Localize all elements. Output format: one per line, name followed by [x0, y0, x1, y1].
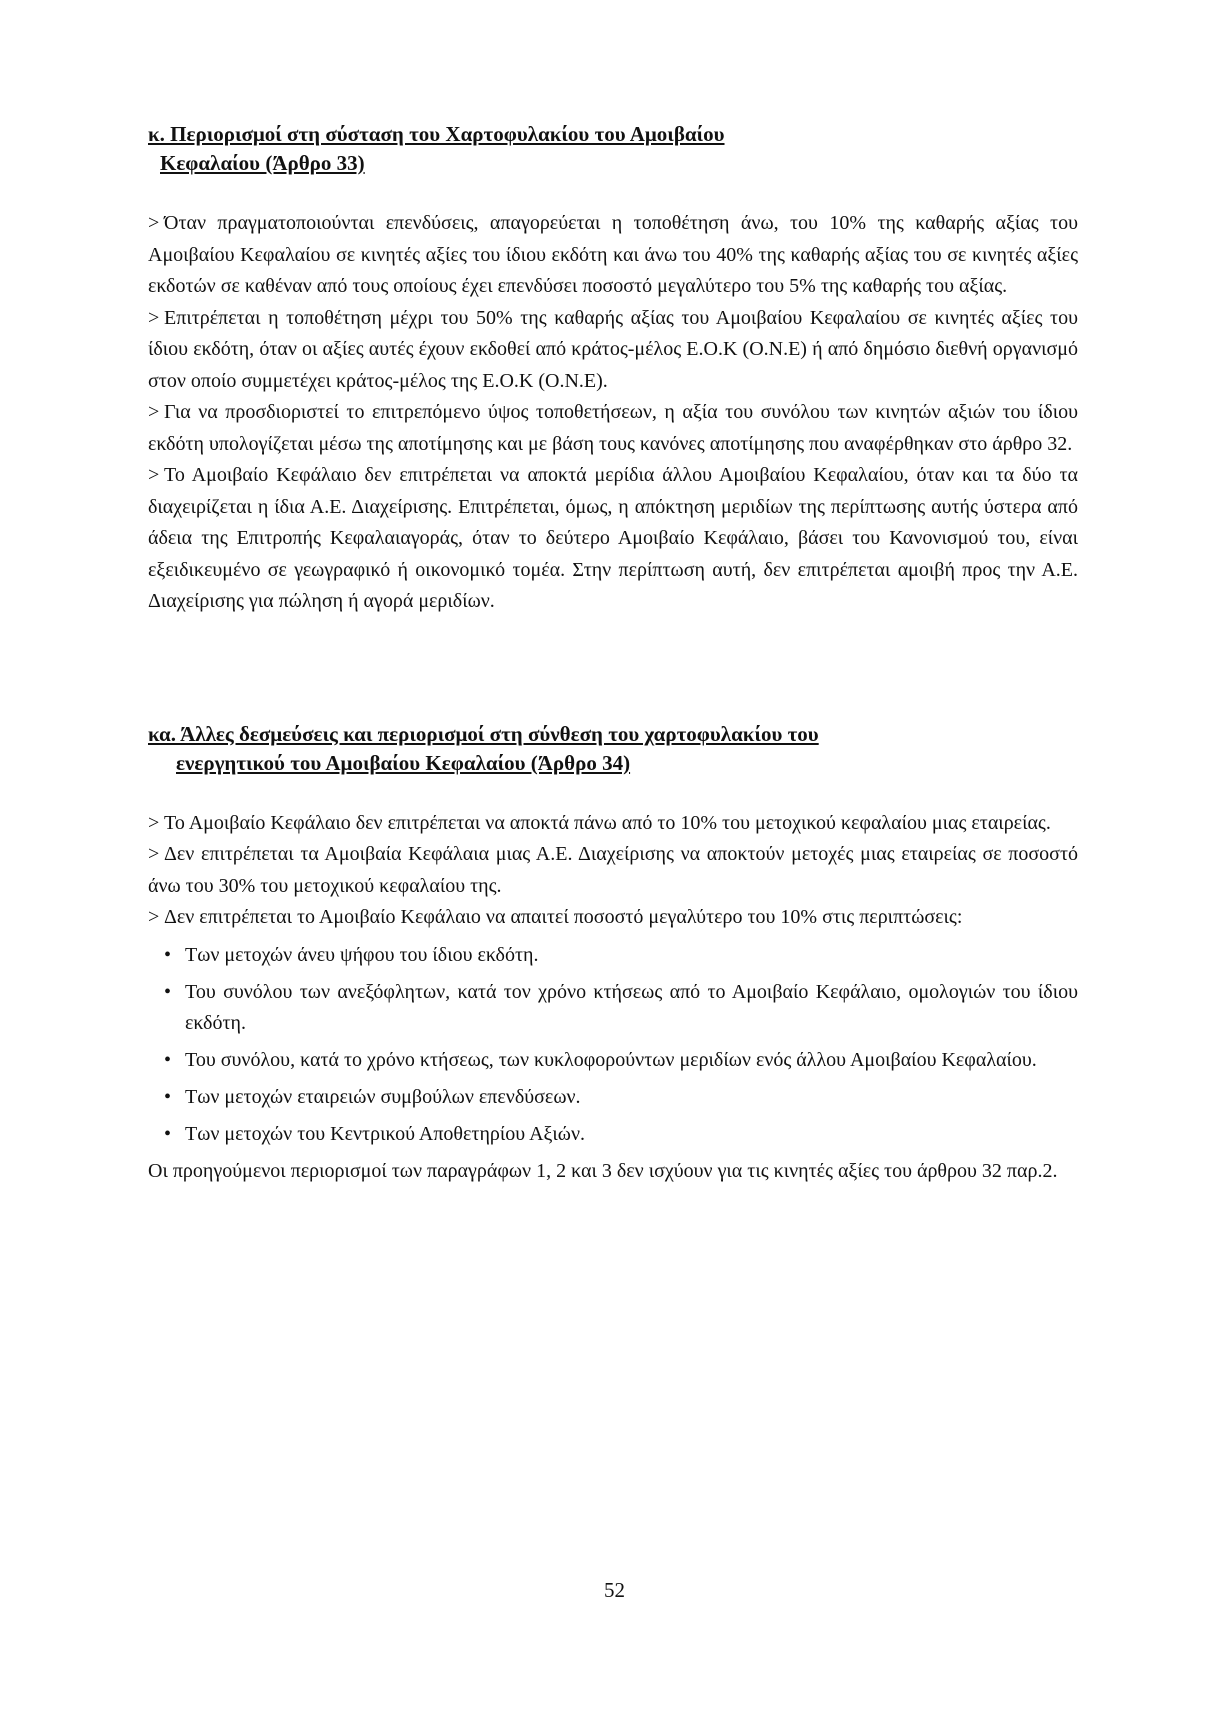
bullet-icon: •	[164, 1048, 172, 1071]
document-page	[148, 120, 1078, 1207]
paragraph	[148, 303, 1078, 398]
arrow-marker: >	[148, 464, 160, 486]
list-item-text: Του συνόλου, κατά το χρόνο κτήσεως, των κυκλοφορούντων μεριδίων ενός άλλου Αμοιβαίου Κεφαλαίου.	[185, 1048, 1037, 1071]
arrow-marker: >	[148, 306, 160, 329]
heading-line-1: κ. Περιορισμοί στη σύσταση του Χαρτοφυλακίου του Αμοιβαίου	[148, 122, 725, 146]
paragraph-text: Επιτρέπεται η τοποθέτηση μέχρι του 50% της καθαρής αξίας του Αμοιβαίου Κεφαλαίου σε κινητές αξίες του ίδιου εκδότη, όταν οι αξίες αυτές έχουν εκδοθεί από κράτος-μέλος Ε.Ο.Κ (Ο.Ν.Ε) ή από δημόσιο διεθνή οργανισμό στον οποίο συμμετέχει κράτος-μέλος της Ε.Ο.Κ (Ο.Ν.Ε).	[148, 306, 1078, 392]
heading-line-2: Κεφαλαίου (Άρθρο 33)	[160, 151, 365, 175]
paragraph	[148, 902, 1078, 934]
bullet-icon: •	[164, 1085, 172, 1108]
paragraph	[148, 397, 1078, 460]
heading-line-1: κα. Άλλες δεσμεύσεις και περιορισμοί στη σύνθεση του χαρτοφυλακίου του	[148, 721, 819, 746]
paragraph-text: Δεν επιτρέπεται το Αμοιβαίο Κεφάλαιο να απαιτεί ποσοστό μεγαλύτερο του 10% στις περιπτώσεις:	[164, 906, 963, 928]
section-heading	[148, 120, 1078, 178]
bullet-icon: •	[164, 980, 172, 1003]
paragraph-list	[148, 208, 1078, 618]
list-item	[164, 1119, 1078, 1150]
page-number: 52	[604, 1578, 625, 1602]
list-item-text: Των μετοχών του Κεντρικού Αποθετηρίου Αξιών.	[185, 1122, 586, 1145]
list-item-text: Των μετοχών άνευ ψήφου του ίδιου εκδότη.	[185, 943, 539, 966]
list-item-text: Του συνόλου των ανεξόφλητων, κατά τον χρόνο κτήσεως από το Αμοιβαίο Κεφάλαιο, ομολογιών του ίδιου εκδότη.	[185, 980, 1078, 1034]
paragraph-text: Για να προσδιοριστεί το επιτρεπόμενο ύψος τοποθετήσεων, η αξία του συνόλου των κινητών αξιών του ίδιου εκδότη υπολογίζεται μέσω της αποτίμησης και με βάση τους κανόνες αποτίμησης που αναφέρθηκαν στο άρθρο 32.	[148, 401, 1078, 455]
bullet-list	[148, 940, 1078, 1150]
paragraph-list	[148, 808, 1078, 934]
arrow-marker: >	[148, 843, 160, 865]
bullet-icon: •	[164, 1122, 172, 1145]
bullet-icon: •	[164, 943, 172, 966]
heading-line-2: ενεργητικού του Αμοιβαίου Κεφαλαίου (Άρθρο 34)	[176, 750, 631, 775]
paragraph	[148, 839, 1078, 902]
arrow-marker: >	[148, 401, 160, 423]
section-heading	[148, 720, 1078, 778]
paragraph-text: Όταν πραγματοποιούνται επενδύσεις, απαγορεύεται η τοποθέτηση άνω, του 10% της καθαρής αξίας του Αμοιβαίου Κεφαλαίου σε κινητές αξίες του ίδιου εκδότη και άνω του 40% της καθαρής αξίας του σε κινητές αξίες εκδοτών σε καθέναν από τους οποίους έχει επενδύσει ποσοστό μεγαλύτερο του 5% της καθαρής του αξίας.	[148, 212, 1078, 297]
list-item-text: Των μετοχών εταιρειών συμβούλων επενδύσεων.	[185, 1085, 581, 1108]
paragraph	[148, 460, 1078, 618]
paragraph-text: Δεν επιτρέπεται τα Αμοιβαία Κεφάλαια μιας Α.Ε. Διαχείρισης να αποκτούν μετοχές μιας εταιρείας σε ποσοστό άνω του 30% του μετοχικού κεφαλαίου της.	[148, 843, 1078, 897]
list-item	[164, 940, 1078, 971]
paragraph	[148, 808, 1078, 840]
section-restrictions-portfolio	[148, 120, 1078, 618]
arrow-marker: >	[148, 906, 160, 928]
arrow-marker: >	[148, 811, 160, 834]
paragraph-text: Το Αμοιβαίο Κεφάλαιο δεν επιτρέπεται να αποκτά μερίδια άλλου Αμοιβαίου Κεφαλαίου, όταν και τα δύο τα διαχειρίζεται η ίδια Α.Ε. Διαχείρισης. Επιτρέπεται, όμως, η απόκτηση μεριδίων της περίπτωσης αυτής ύστερα από άδεια της Επιτροπής Κεφαλαιαγοράς, όταν το δεύτερο Αμοιβαίο Κεφάλαιο, βάσει του Κανονισμού του, είναι εξειδικευμένο σε γεωγραφικό ή οικονομικό τομέα. Στην περίπτωση αυτή, δεν επιτρέπεται αμοιβή προς την Α.Ε. Διαχείρισης για πώληση ή αγορά μεριδίων.	[148, 464, 1078, 612]
list-item	[164, 1082, 1078, 1113]
closing-paragraph: Οι προηγούμενοι περιορισμοί των παραγράφων 1, 2 και 3 δεν ισχύουν για τις κινητές αξίες του άρθρου 32 παρ.2.	[148, 1159, 1058, 1182]
paragraph	[148, 208, 1078, 303]
section-other-commitments	[148, 720, 1078, 1187]
list-item	[164, 977, 1078, 1039]
arrow-marker: >	[148, 212, 160, 234]
paragraph-text: Το Αμοιβαίο Κεφάλαιο δεν επιτρέπεται να αποκτά πάνω από το 10% του μετοχικού κεφαλαίου μιας εταιρείας.	[164, 811, 1051, 834]
list-item	[164, 1045, 1078, 1076]
